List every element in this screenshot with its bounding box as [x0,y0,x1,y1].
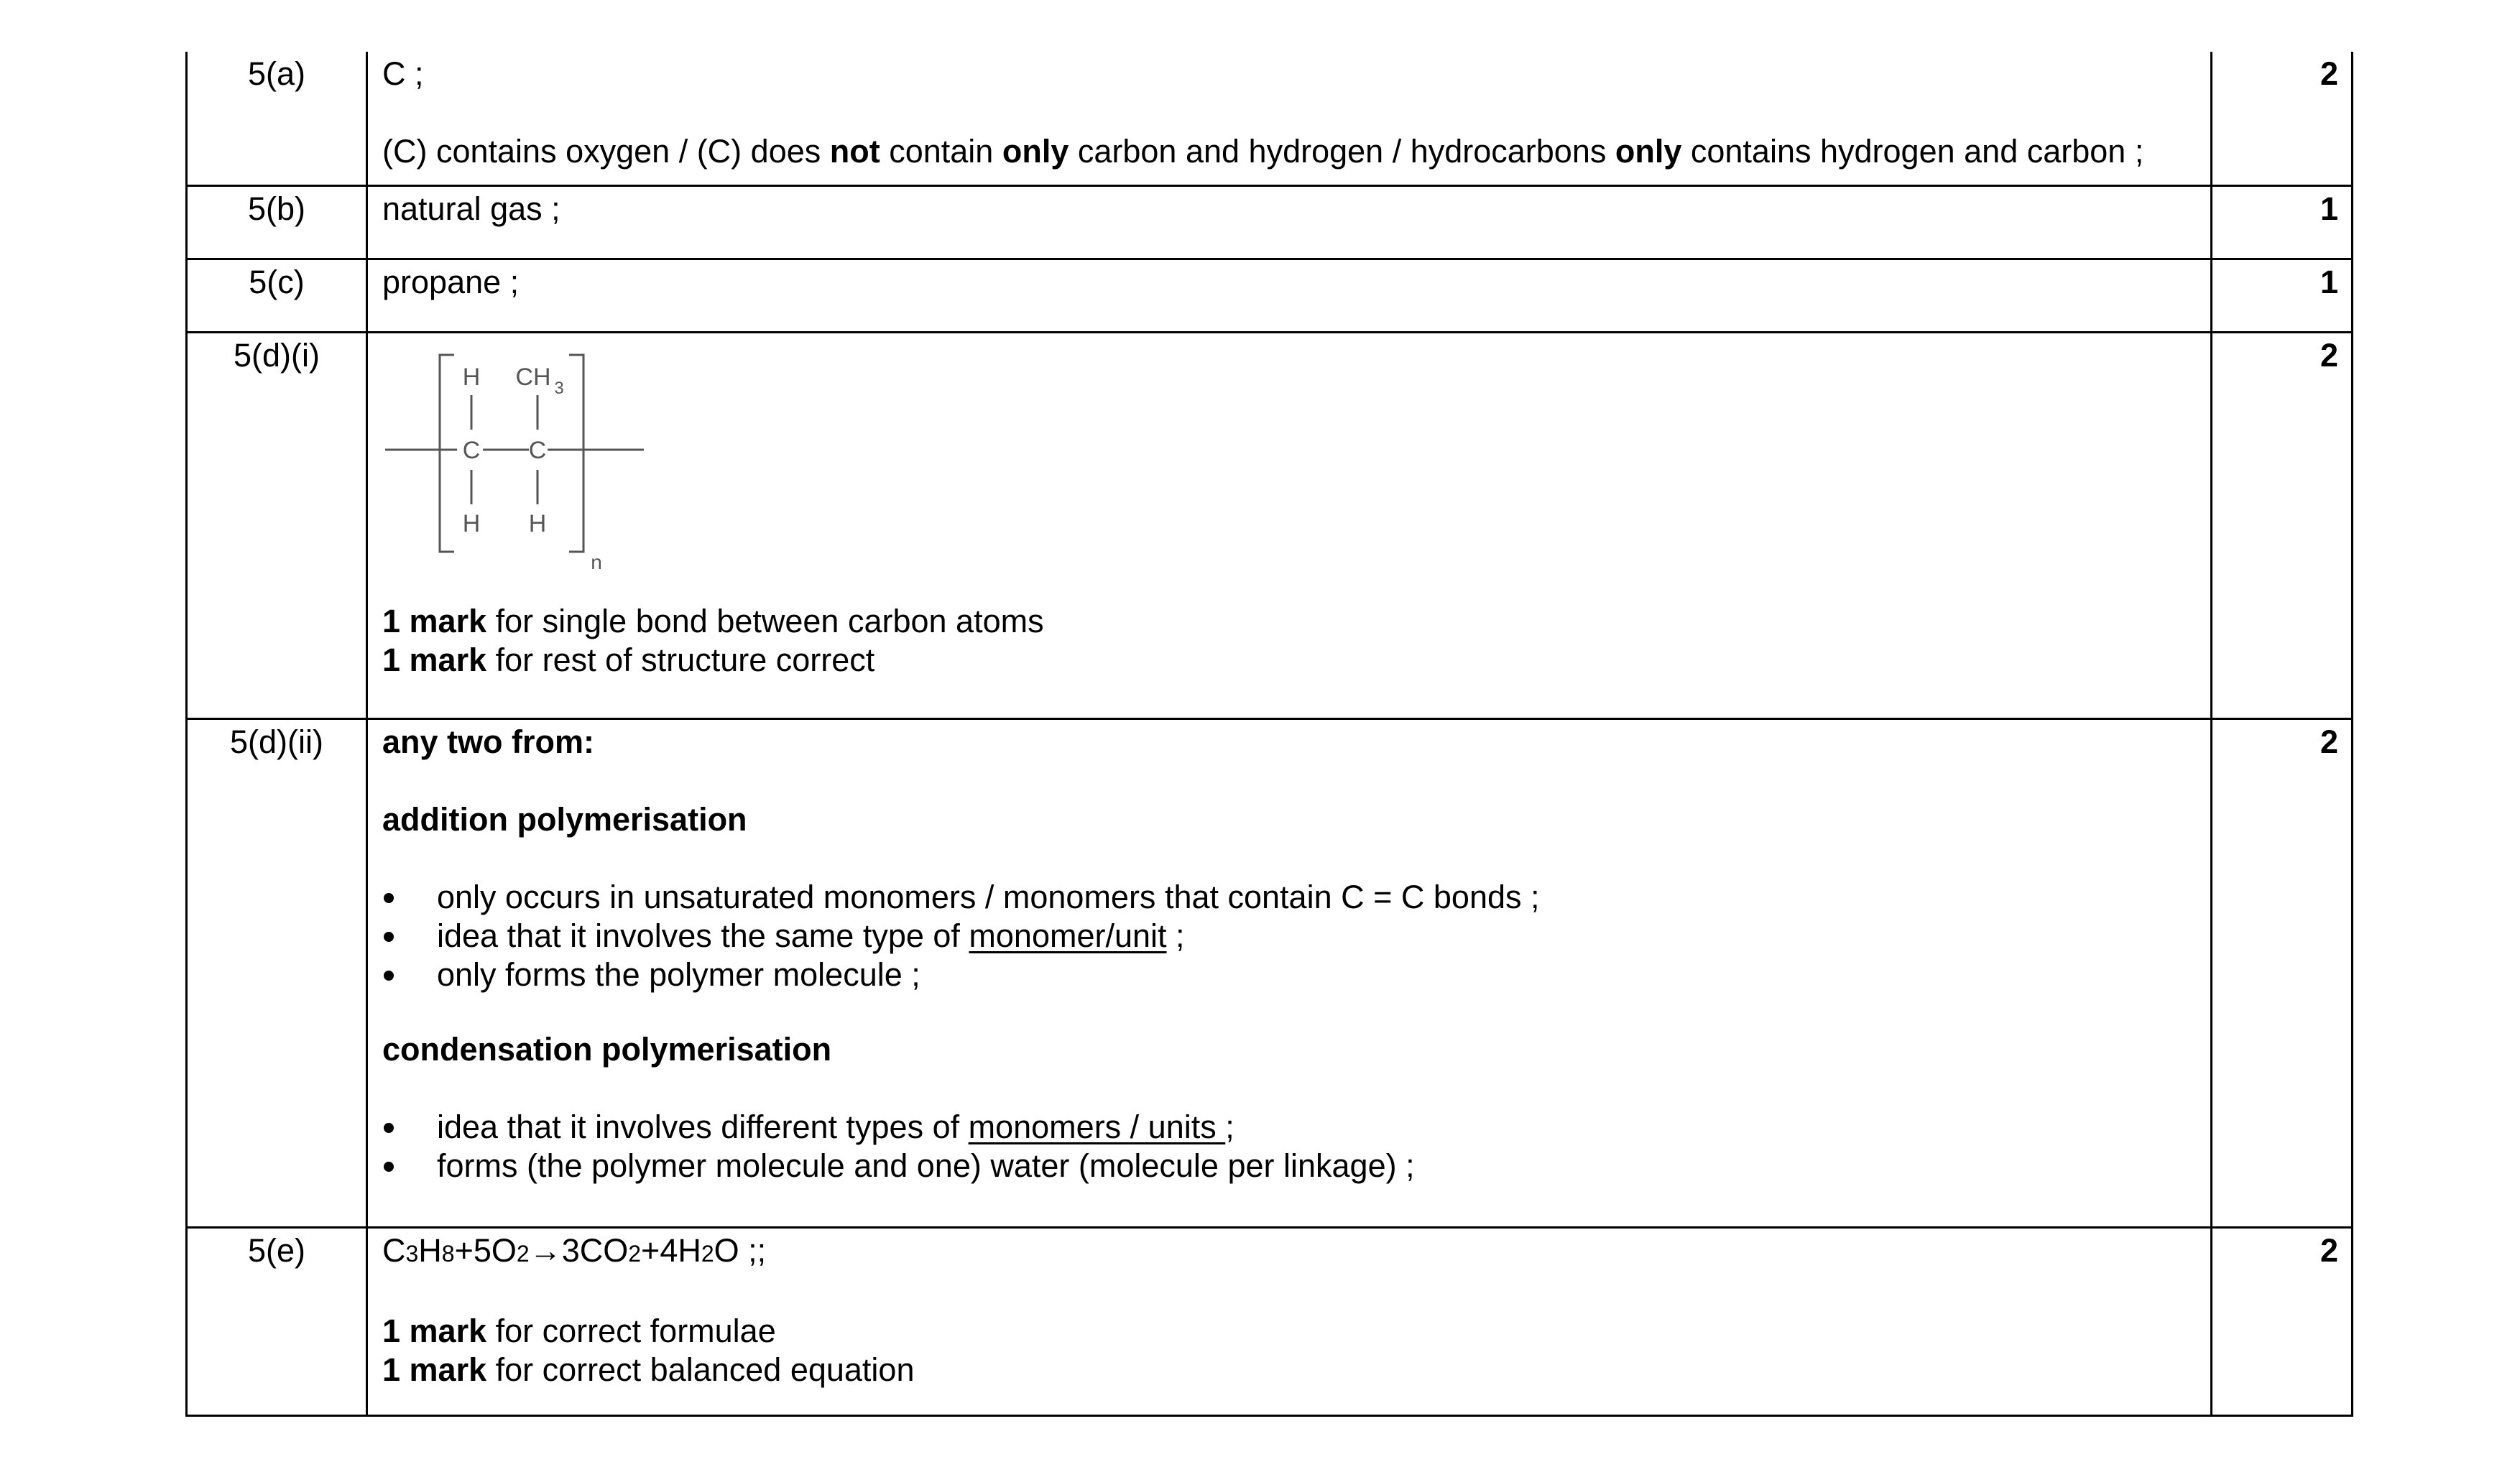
answer-text: natural gas ; [382,190,560,227]
table-row [187,185,2353,259]
answer-cell [367,259,2212,332]
bullet-icon [384,971,394,981]
atom-label: H [462,509,481,537]
marks-value: 1 [2212,185,2353,259]
marking-point: 1 mark for rest of structure correct [382,641,875,678]
question-number: 5(a) [187,52,367,185]
question-number: 5(b) [187,185,367,259]
marking-point: 1 mark for correct formulae [382,1312,776,1349]
answer-cell [367,332,2212,718]
mark-scheme-table [185,52,2353,1417]
table-row [187,1227,2353,1415]
marks-value: 2 [2212,52,2353,185]
answer-cell [367,52,2212,185]
condensation-bullet-list [382,1108,2196,1185]
list-item: idea that it involves the same type of monomer/unit ; [382,917,2196,956]
list-item: only forms the polymer molecule ; [382,956,2196,994]
marks-value: 1 [2212,259,2353,332]
methyl-group-label: CH [515,363,551,391]
table-row [187,332,2353,718]
addition-bullet-list [382,878,2196,994]
polymer-structure-diagram [385,349,658,579]
reaction-arrow-icon: → [529,1231,562,1269]
list-item: only occurs in unsaturated monomers / monomers that contain C = C bonds ; [382,878,2196,917]
answer-cell [367,185,2212,259]
table-row [187,52,2353,185]
answer-text: propane ; [382,263,520,300]
mark-scheme-page [185,52,2351,1417]
answer-cell [367,718,2212,1227]
bullet-icon [384,1123,394,1133]
right-bracket [569,355,583,552]
list-item: forms (the polymer molecule and one) water (molecule per linkage) ; [382,1147,2196,1185]
question-number: 5(d)(ii) [187,718,367,1227]
marks-value: 2 [2212,1227,2353,1415]
marks-value: 2 [2212,718,2353,1227]
table-row [187,259,2353,332]
repeat-unit-n: n [591,550,602,573]
atom-label: H [462,363,481,391]
bullet-icon [384,932,394,942]
section-heading: addition polymerisation [382,800,747,838]
structure-lines [385,355,644,552]
atom-label: C [462,436,481,464]
marking-point: 1 mark for single bond between carbon atoms [382,602,1044,639]
bullet-icon [384,893,394,903]
section-heading: condensation polymerisation [382,1030,832,1068]
atom-label: C [528,436,547,464]
question-number: 5(d)(i) [187,332,367,718]
question-number: 5(c) [187,259,367,332]
marks-value: 2 [2212,332,2353,718]
marking-point: 1 mark for correct balanced equation [382,1351,915,1388]
answer-intro: any two from: [382,723,595,760]
question-number: 5(e) [187,1227,367,1415]
answer-text: C ; [382,55,424,92]
balanced-equation: C3H8+5O2→3CO2+4H2O ;; [382,1231,767,1269]
list-item: idea that it involves different types of monomers / units ; [382,1108,2196,1147]
answer-cell [367,1227,2212,1415]
answer-text: (C) contains oxygen / (C) does not contain only carbon and hydrogen / hydrocarbons only contains hydrogen and carbon ; [382,133,2144,170]
bullet-icon [384,1162,394,1172]
atom-label: H [528,509,547,537]
left-bracket [440,355,454,552]
table-row [187,718,2353,1227]
methyl-subscript: 3 [554,378,564,398]
